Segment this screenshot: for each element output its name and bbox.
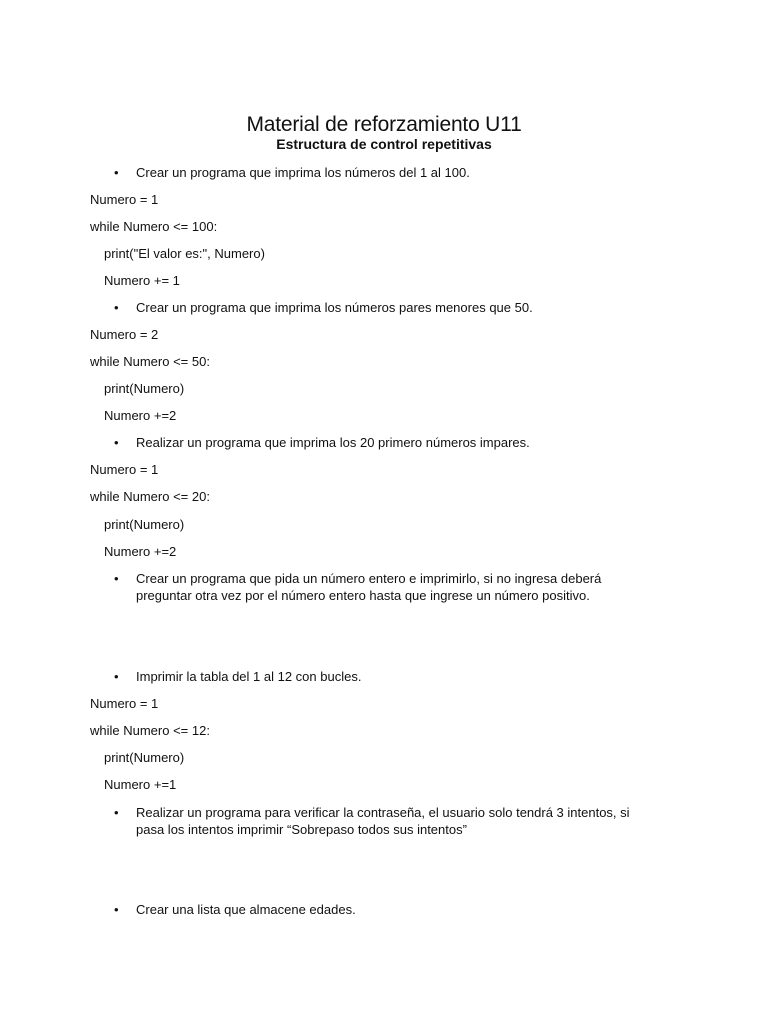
code-line: Numero +=2 xyxy=(104,544,177,559)
code-line: Numero = 2 xyxy=(90,327,159,342)
bullet-marker: • xyxy=(114,300,119,315)
task-3-text: Realizar un programa que imprima los 20 primero números impares. xyxy=(136,435,530,450)
task-7-text: Crear una lista que almacene edades. xyxy=(136,902,356,917)
task-6-text-line-2: pasa los intentos imprimir “Sobrepaso todos sus intentos” xyxy=(136,822,467,837)
task-4-text-line-1: Crear un programa que pida un número entero e imprimirlo, si no ingresa deberá xyxy=(136,571,602,586)
page-title: Material de reforzamiento U11 xyxy=(246,113,522,136)
code-line: print(Numero) xyxy=(104,750,185,765)
code-line: Numero +=1 xyxy=(104,777,177,792)
bullet-marker: • xyxy=(114,805,119,820)
code-line: while Numero <= 100: xyxy=(90,219,218,234)
code-line: Numero = 1 xyxy=(90,696,159,711)
code-line: while Numero <= 12: xyxy=(90,723,210,738)
task-5-text: Imprimir la tabla del 1 al 12 con bucles. xyxy=(136,669,362,684)
bullet-marker: • xyxy=(114,571,119,586)
code-line: while Numero <= 20: xyxy=(90,489,210,504)
code-line: Numero +=2 xyxy=(104,408,177,423)
task-4-text-line-2: preguntar otra vez por el número entero hasta que ingrese un número positivo. xyxy=(136,588,590,603)
bullet-marker: • xyxy=(114,902,119,917)
code-line: Numero = 1 xyxy=(90,192,159,207)
task-2-text: Crear un programa que imprima los números pares menores que 50. xyxy=(136,300,533,315)
bullet-marker: • xyxy=(114,669,119,684)
bullet-marker: • xyxy=(114,435,119,450)
task-6-text-line-1: Realizar un programa para verificar la contraseña, el usuario solo tendrá 3 intentos, si xyxy=(136,805,630,820)
code-line: Numero = 1 xyxy=(90,462,159,477)
code-line: print(Numero) xyxy=(104,517,185,532)
code-line: while Numero <= 50: xyxy=(90,354,210,369)
page-subtitle: Estructura de control repetitivas xyxy=(276,136,492,152)
code-line: print("El valor es:", Numero) xyxy=(104,246,265,261)
code-line: Numero += 1 xyxy=(104,273,180,288)
code-line: print(Numero) xyxy=(104,381,185,396)
task-1-text: Crear un programa que imprima los números del 1 al 100. xyxy=(136,165,470,180)
bullet-marker: • xyxy=(114,165,119,180)
